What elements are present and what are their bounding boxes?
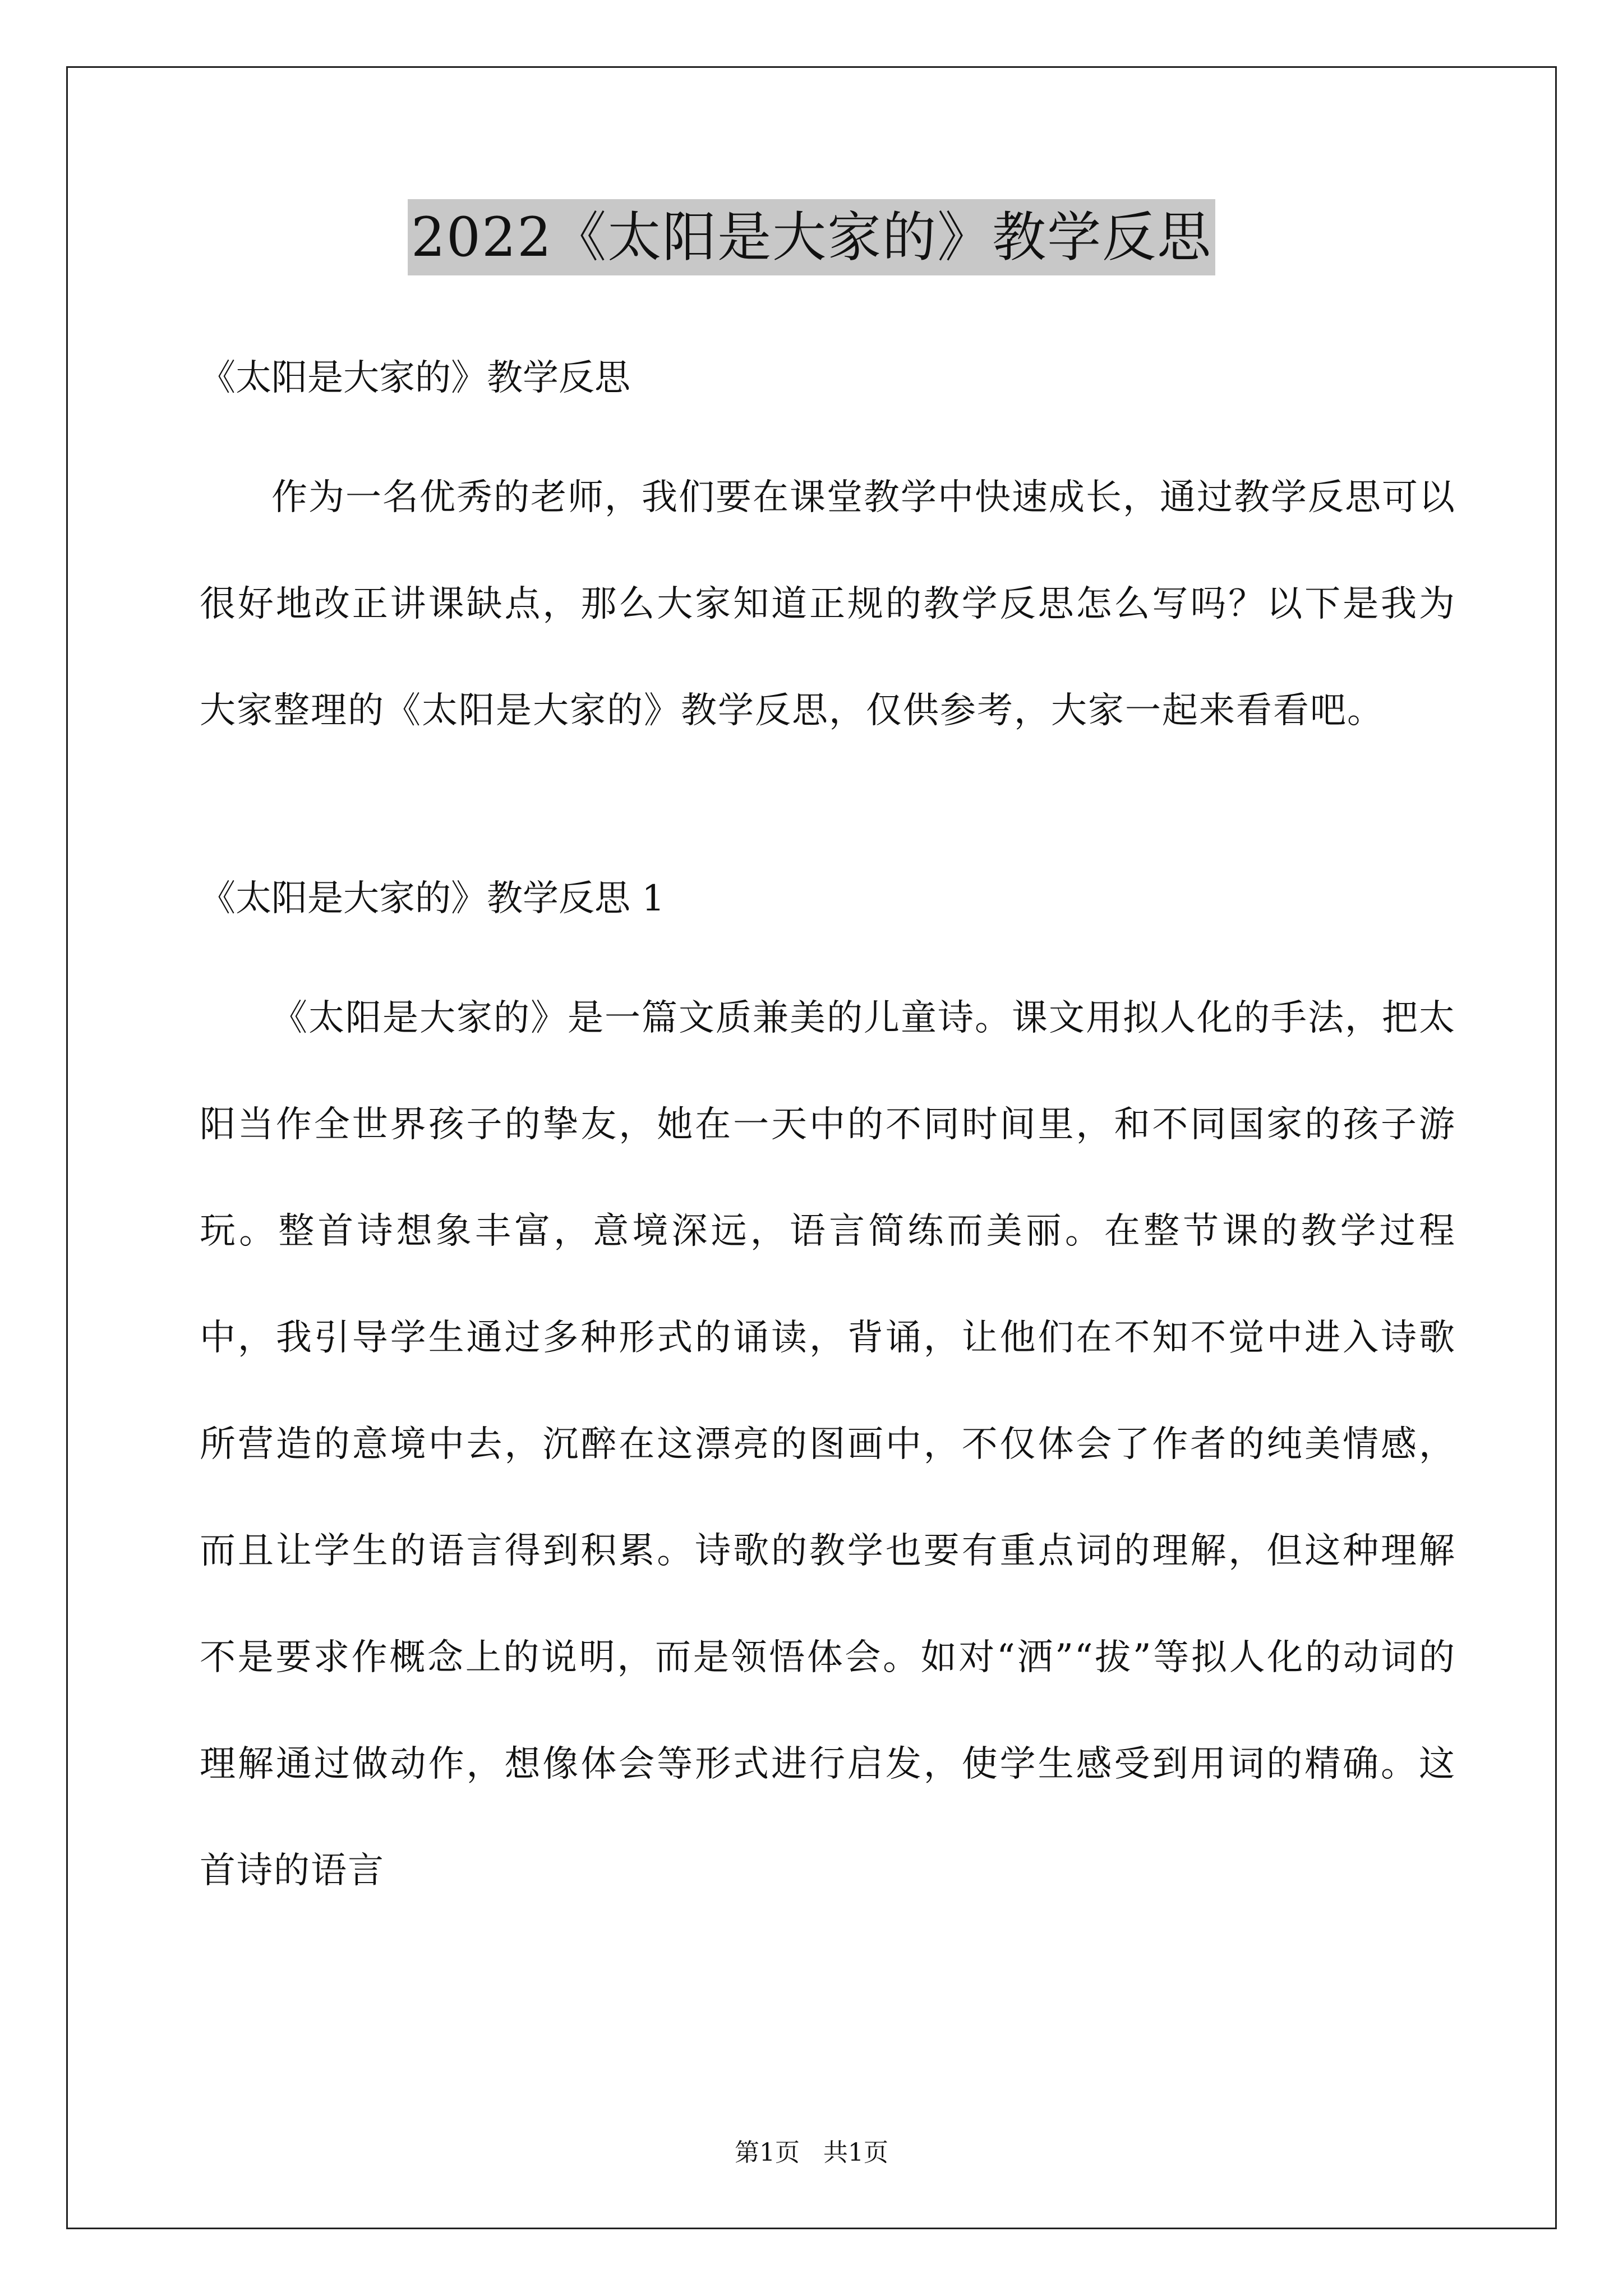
spacer bbox=[200, 417, 1456, 444]
section-heading: 《太阳是大家的》教学反思 1 bbox=[200, 878, 665, 919]
intro-heading: 《太阳是大家的》教学反思 bbox=[200, 357, 630, 399]
spacer bbox=[200, 938, 1456, 965]
intro-paragraph: 作为一名优秀的老师，我们要在课堂教学中快速成长，通过教学反思可以很好地改正讲课缺点，那么大家知道正规的教学反思怎么写吗？以下是我为大家整理的《太阳是大家的》教学反思，仅供参考，大家一起来看看吧。 bbox=[200, 477, 1456, 731]
spacer bbox=[200, 764, 1456, 859]
page-footer: 第1页 共1页 bbox=[735, 2138, 888, 2167]
document-body bbox=[200, 339, 1456, 1924]
section-paragraph: 《太阳是大家的》是一篇文质兼美的儿童诗。课文用拟人化的手法，把太阳当作全世界孩子的挚友，她在一天中的不同时间里，和不同国家的孩子游玩。整首诗想象丰富，意境深远，语言简练而美丽。在整节课的教学过程中，我引导学生通过多种形式的诵读，背诵，让他们在不知不觉中进入诗歌所营造的意境中去，沉醉在这漂亮的图画中，不仅体会了作者的纯美情感，而且让学生的语言得到积累。诗歌的教学也要有重点词的理解，但这种理解不是要求作概念上的说明，而是领悟体会。如对“洒”“拔”等拟人化的动词的理解通过做动作，想像体会等形式进行启发，使学生感受到用词的精确。这首诗的语言 bbox=[200, 997, 1456, 1892]
document-title: 2022《太阳是大家的》教学反思 bbox=[408, 199, 1215, 275]
title-container bbox=[0, 199, 1623, 275]
